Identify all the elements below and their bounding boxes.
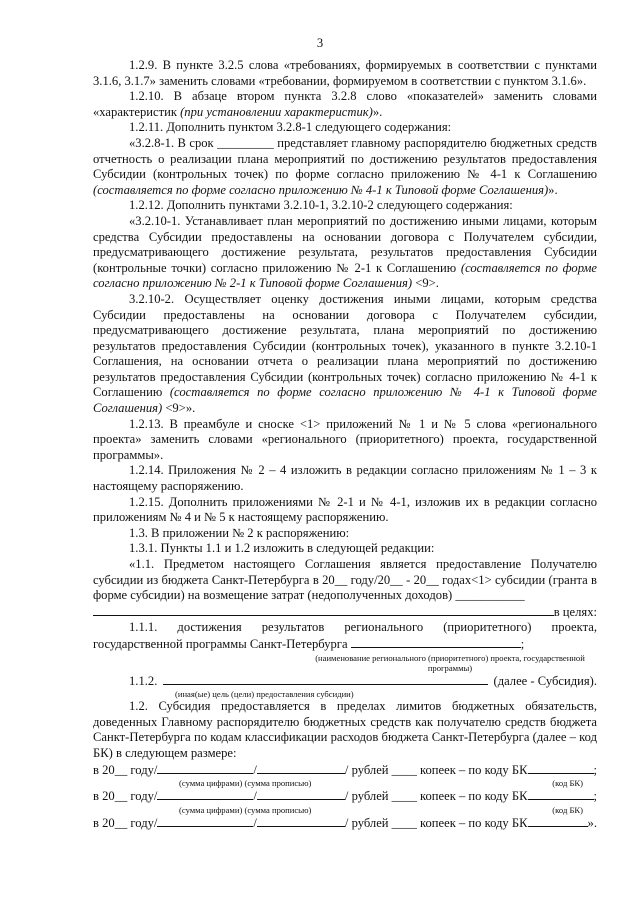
payment-row: в 20__ году/ / / рублей ____ копеек – по коду БК ; (сумма цифрами) (сумма прописью) (код БК) — [93, 789, 597, 815]
caption-other-purpose: (иная(ые) цель (цели) предоставления субсидии) — [175, 689, 354, 700]
paragraph-1-1: «1.1. Предметом настоящего Соглашения является предоставление Получателю субсидии из бюджета Санкт-Петербурга в 20__ году/20__ - 20__ годах<1> субсидии (гранта в форме субсидии) на возмещение затрат (недополученных доходов) ___________ — [93, 557, 597, 603]
paragraph-1-2-15: 1.2.15. Дополнить приложениями № 2-1 и № 4-1, изложив их в редакции согласно приложениям № 4 и № 5 к настоящему распоряжению. — [93, 494, 597, 525]
paragraph-1-2-11: 1.2.11. Дополнить пунктом 3.2.8-1 следующего содержания: — [129, 120, 452, 135]
paragraph-1-3-1: 1.3.1. Пункты 1.1 и 1.2 изложить в следующей редакции: — [129, 541, 435, 556]
payment-rows — [93, 762, 597, 832]
paragraph-3-2-8-1: «3.2.8-1. В срок _________ представляет главному распорядителю бюджетных средств отчетность о реализации плана мероприятий по достижению результатов предоставления Субсидии (контрольных точек) по форме согласно приложению № 4-1 к Соглашению (составляется по форме согласно приложению № 4-1 к Типовой форме Соглашения)». — [93, 135, 597, 197]
paragraph-1-1-2: 1.1.2. (далее - Субсидия). — [129, 673, 597, 688]
caption-project: (наименование регионального (приоритетного) проекта, государственной программы) — [315, 652, 585, 673]
payment-row: в 20__ году/ / / рублей ____ копеек – по коду БК ; (сумма цифрами) (сумма прописью) (код БК) — [93, 762, 597, 789]
payment-row: в 20__ году/ / / рублей ____ копеек – по коду БК ». — [93, 815, 597, 830]
paragraph-1-1-1: 1.1.1. достижения результатов регионального (приоритетного) проекта, государственной программы Санкт-Петербурга ; — [93, 620, 597, 651]
page-number: 3 — [316, 36, 324, 50]
purpose-line: в целях: — [93, 604, 597, 621]
paragraph-1-3: 1.3. В приложении № 2 к распоряжению: — [129, 525, 350, 540]
paragraph-1-2: 1.2. Субсидия предоставляется в пределах лимитов бюджетных обязательств, доведенных Главному распорядителю бюджетных средств как получателю средств бюджета Санкт-Петербурга по кодам классификации расходов бюджета Санкт-Петербурга (далее – код БК) в следующем размере: — [93, 699, 597, 760]
paragraph-3-2-10-1: «3.2.10-1. Устанавливает план мероприятий по достижению иными лицами, которым средства Субсидии предоставлены на основании договора с Получателем субсидии, предусматривающего достижение результата, результатов предоставления Субсидии (контрольные точки) согласно приложению № 2-1 к Соглашению (составляется по форме согласно приложению № 2-1 к Типовой форме Соглашения) <9>. — [93, 213, 597, 291]
other-purpose-blank — [163, 673, 487, 685]
paragraph-1-2-9: 1.2.9. В пункте 3.2.5 слова «требованиях, формируемых в соответствии с пунктами 3.1.6, 3.1.7» заменить словами «требовании, формируемом в соответствии с пунктом 3.1.6». — [93, 58, 597, 88]
paragraph-1-2-12: 1.2.12. Дополнить пунктами 3.2.10-1, 3.2.10-2 следующего содержания: — [129, 198, 513, 213]
paragraph-1-2-14: 1.2.14. Приложения № 2 – 4 изложить в редакции согласно приложениям № 1 – 3 к настоящему распоряжению. — [93, 463, 597, 494]
document-body — [93, 58, 597, 831]
paragraph-1-2-10: 1.2.10. В абзаце втором пункта 3.2.8 слово «показателей» заменить словами «характеристик (при установлении характеристик)». — [93, 89, 597, 119]
paragraph-3-2-10-2: 3.2.10-2. Осуществляет оценку достижения иными лицами, которым средства Субсидии предоставлены на основании договора с Получателем субсидии, предусматривающего достижение результата, плана мероприятий по достижению результатов предоставления Субсидии (контрольных точек), указанного в пункте 3.2.10-1 Соглашения, на основании отчета о реализации плана мероприятий по достижению результатов предоставления Субсидии (контрольных точек) согласно приложению № 4-1 к Соглашению (составляется по форме согласно приложению № 4-1 к Типовой форме Соглашения) <9>». — [93, 291, 597, 416]
purpose-blank — [93, 604, 554, 616]
project-blank — [351, 636, 521, 648]
paragraph-1-2-13: 1.2.13. В преамбуле и сноске <1> приложений № 1 и № 5 слова «регионального проекта» заменить словами «регионального (приоритетного) проекта, государственной программы». — [93, 416, 597, 462]
